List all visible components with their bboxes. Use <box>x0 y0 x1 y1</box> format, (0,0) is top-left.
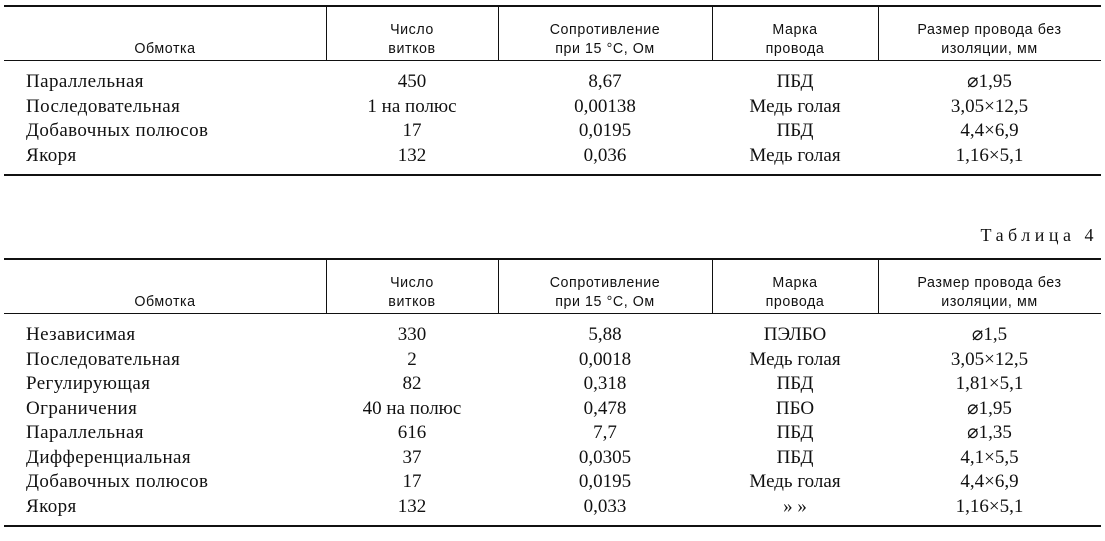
turns-count: 82 <box>402 373 422 394</box>
turns-count: 132 <box>397 495 427 517</box>
wire-grade: ПБД <box>776 373 814 394</box>
header-turns: Число витков <box>388 21 436 57</box>
wire-grade: ПБД <box>776 120 814 141</box>
resistance-value: 0,478 <box>583 397 627 419</box>
winding-name: Последовательная <box>26 348 181 370</box>
winding-name: Добавочных полюсов <box>26 471 209 492</box>
resistance-value: 0,0195 <box>578 120 632 141</box>
column-divider <box>326 260 327 313</box>
wire-grade: ПБД <box>776 446 814 468</box>
turns-count: 450 <box>397 71 427 92</box>
table-row <box>4 421 1101 446</box>
winding-name: Регулирующая <box>26 373 151 394</box>
table-row <box>4 144 1101 169</box>
header-winding: Обмотка <box>134 293 196 310</box>
table-3 <box>4 5 1101 176</box>
table-row <box>4 323 1101 348</box>
resistance-value: 0,00138 <box>574 95 636 117</box>
winding-name: Параллельная <box>26 422 144 443</box>
wire-size: 4,4×6,9 <box>960 120 1019 141</box>
wire-size: 1,81×5,1 <box>955 373 1024 394</box>
table-bottom-rule <box>4 174 1101 176</box>
wire-grade: ПЭЛБО <box>763 324 827 345</box>
resistance-value: 8,67 <box>588 71 622 92</box>
table-4 <box>4 258 1101 527</box>
resistance-value: 0,0195 <box>578 471 632 492</box>
wire-grade: » » <box>783 495 807 517</box>
winding-name: Дифференциальная <box>26 446 191 468</box>
table-header <box>4 260 1101 313</box>
table-header <box>4 7 1101 60</box>
wire-size: ⌀1,95 <box>967 71 1012 92</box>
wire-grade: ПБД <box>776 71 814 92</box>
turns-count: 17 <box>402 120 422 141</box>
table-row <box>4 495 1101 520</box>
wire-grade: ПБД <box>776 422 814 443</box>
header-winding: Обмотка <box>134 40 196 57</box>
wire-size: 1,16×5,1 <box>955 144 1024 166</box>
wire-grade: Медь голая <box>749 144 841 166</box>
turns-count: 2 <box>407 348 417 370</box>
table-caption: Таблица 4 <box>980 225 1098 245</box>
resistance-value: 5,88 <box>588 324 622 345</box>
turns-count: 616 <box>397 422 427 443</box>
wire-grade: Медь голая <box>749 95 841 117</box>
header-wire-grade: Марка провода <box>765 21 825 57</box>
table-bottom-rule <box>4 525 1101 527</box>
column-divider <box>712 7 713 60</box>
column-divider <box>498 260 499 313</box>
winding-name: Якоря <box>26 144 77 166</box>
table-row <box>4 348 1101 373</box>
table-body <box>4 61 1101 174</box>
wire-grade: Медь голая <box>749 348 841 370</box>
wire-grade: Медь голая <box>749 471 841 492</box>
wire-size: 3,05×12,5 <box>950 348 1029 370</box>
column-divider <box>712 260 713 313</box>
header-resistance: Сопротивление при 15 °С, Ом <box>549 21 661 57</box>
resistance-value: 0,0305 <box>578 446 632 468</box>
wire-size: ⌀1,95 <box>967 397 1012 419</box>
winding-name: Якоря <box>26 495 77 517</box>
wire-size: 1,16×5,1 <box>955 495 1024 517</box>
table-row <box>4 397 1101 422</box>
winding-name: Добавочных полюсов <box>26 120 209 141</box>
turns-count: 132 <box>397 144 427 166</box>
table-row <box>4 70 1101 95</box>
wire-size: ⌀1,5 <box>971 324 1008 345</box>
table-row <box>4 119 1101 144</box>
table-row <box>4 372 1101 397</box>
winding-name: Независимая <box>26 324 136 345</box>
turns-count: 1 на полюс <box>367 95 457 117</box>
winding-name: Последовательная <box>26 95 181 117</box>
resistance-value: 0,033 <box>583 495 627 517</box>
header-resistance: Сопротивление при 15 °С, Ом <box>549 274 661 310</box>
wire-size: 4,1×5,5 <box>960 446 1019 468</box>
turns-count: 40 на полюс <box>362 397 462 419</box>
header-wire-size: Размер провода без изоляции, мм <box>917 21 1062 57</box>
resistance-value: 7,7 <box>593 422 617 443</box>
header-wire-grade: Марка провода <box>765 274 825 310</box>
header-turns: Число витков <box>388 274 436 310</box>
table-row <box>4 446 1101 471</box>
wire-size: 4,4×6,9 <box>960 471 1019 492</box>
wire-size: ⌀1,35 <box>967 422 1012 443</box>
table-row <box>4 95 1101 120</box>
turns-count: 37 <box>402 446 422 468</box>
column-divider <box>326 7 327 60</box>
table-body <box>4 314 1101 525</box>
turns-count: 17 <box>402 471 422 492</box>
table-row <box>4 470 1101 495</box>
wire-size: 3,05×12,5 <box>950 95 1029 117</box>
wire-grade: ПБО <box>775 397 815 419</box>
header-wire-size: Размер провода без изоляции, мм <box>917 274 1062 310</box>
resistance-value: 0,318 <box>583 373 627 394</box>
column-divider <box>498 7 499 60</box>
winding-name: Ограничения <box>26 397 138 419</box>
column-divider <box>878 7 879 60</box>
resistance-value: 0,036 <box>583 144 627 166</box>
resistance-value: 0,0018 <box>578 348 632 370</box>
winding-name: Параллельная <box>26 71 144 92</box>
turns-count: 330 <box>397 324 427 345</box>
column-divider <box>878 260 879 313</box>
